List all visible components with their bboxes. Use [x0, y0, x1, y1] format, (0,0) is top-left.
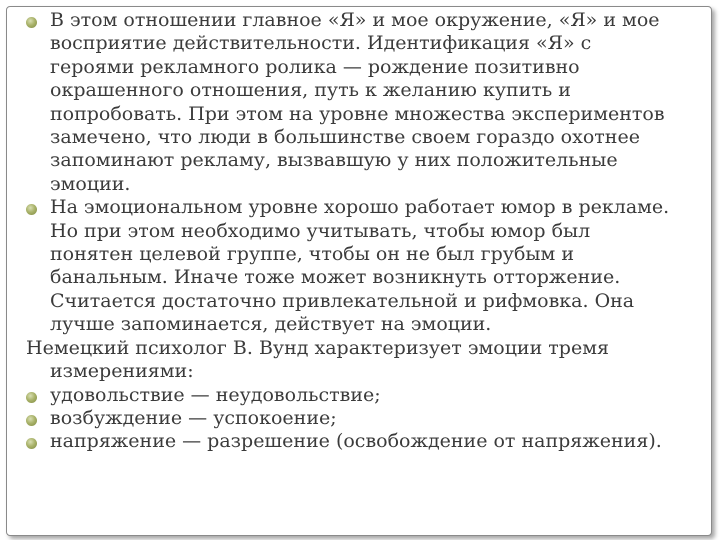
bullet-paragraph-self — [26, 9, 712, 196]
olive-bullet-icon — [26, 415, 37, 426]
paragraph-wundt — [26, 337, 712, 384]
text-line: героями рекламного ролика — рождение позитивно — [50, 55, 580, 78]
text-body — [26, 9, 712, 454]
olive-bullet-icon — [26, 17, 37, 28]
text-line: напряжение — разрешение (освобождение от напряжения). — [50, 430, 662, 453]
text-line: удовольствие — неудовольствие; — [50, 383, 381, 406]
bullet-paragraph-humor — [26, 196, 712, 336]
text-line: замечено, что люди в большинстве своем гораздо охотнее — [50, 126, 640, 149]
text-line: банальным. Иначе тоже может возникнуть отторжение. — [50, 266, 621, 289]
text-line: В этом отношении главное «Я» и мое окружение, «Я» и мое — [50, 9, 660, 31]
text-line: Считается достаточно привлекательной и рифмовка. Она — [50, 289, 635, 312]
text-line: лучше запоминается, действует на эмоции. — [50, 313, 492, 336]
bullet-pleasure — [26, 384, 712, 407]
text-line: эмоции. — [50, 172, 131, 195]
text-line: попробовать. При этом на уровне множества экспериментов — [50, 102, 665, 125]
olive-bullet-icon — [26, 392, 37, 403]
text-line: возбуждение — успокоение; — [50, 406, 337, 429]
text-line: понятен целевой группе, чтобы он не был грубым и — [50, 243, 574, 266]
olive-bullet-icon — [26, 204, 37, 215]
text-line: Немецкий психолог В. Вунд характеризует эмоции тремя — [26, 336, 609, 359]
text-line: Но при этом необходимо учитывать, чтобы юмор был — [50, 219, 591, 242]
bullet-tension — [26, 430, 712, 453]
text-line: запоминают рекламу, вызвавшую у них положительные — [50, 149, 618, 172]
text-line: измерениями: — [50, 360, 194, 383]
olive-bullet-icon — [26, 438, 37, 449]
bullet-excitement — [26, 407, 712, 430]
text-line: окрашенного отношения, путь к желанию купить и — [50, 79, 571, 102]
text-line: На эмоциональном уровне хорошо работает юмор в рекламе. — [50, 196, 670, 219]
text-line: восприятие действительности. Идентификация «Я» с — [50, 32, 592, 55]
